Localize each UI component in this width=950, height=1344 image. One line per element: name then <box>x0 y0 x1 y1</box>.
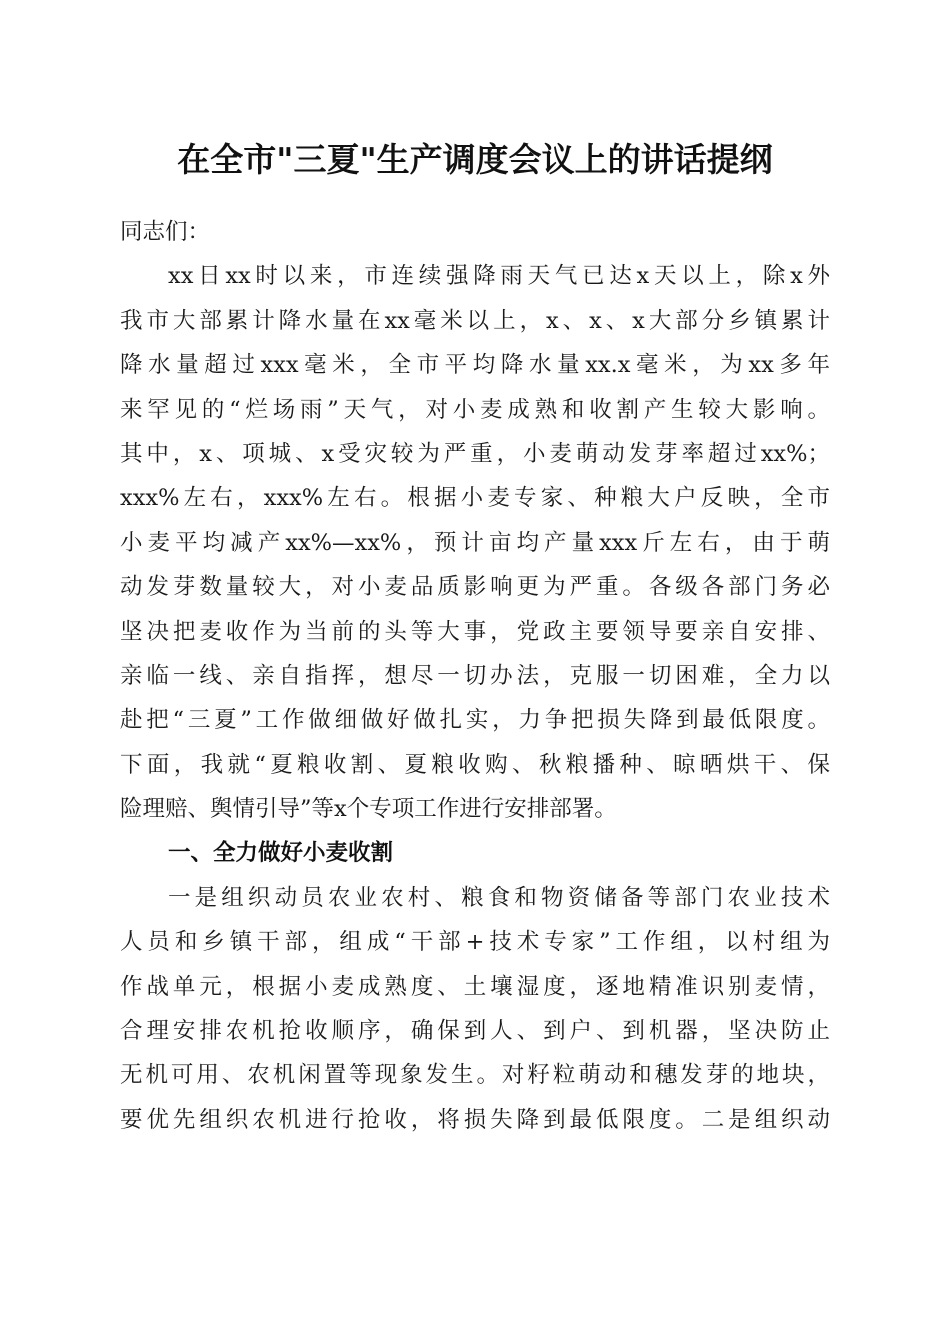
text-line: 下面，我就“夏粮收割、夏粮收购、秋粮播种、晾晒烘干、保 <box>120 751 830 778</box>
text-line: 降水量超过xxx毫米，全市平均降水量xx.x毫米，为xx多年 <box>120 352 830 379</box>
text-line: 动发芽数量较大，对小麦品质影响更为严重。各级各部门务必 <box>120 574 830 601</box>
text-line: 要优先组织农机进行抢收，将损失降到最低限度。二是组织动 <box>120 1106 830 1133</box>
text-line: 同志们： <box>120 219 211 245</box>
text-line: 来罕见的“烂场雨”天气，对小麦成熟和收割产生较大影响。 <box>120 396 830 423</box>
text-line: 其中，x、项城、x受灾较为严重，小麦萌动发芽率超过xx%； <box>120 440 830 467</box>
text-line: 险理赔、舆情引导”等x个专项工作进行安排部署。 <box>120 796 617 823</box>
text-line: 合理安排农机抢收顺序，确保到人、到户、到机器，坚决防止 <box>120 1018 830 1045</box>
text-line: 坚决把麦收作为当前的头等大事，党政主要领导要亲自安排、 <box>120 618 830 645</box>
section-heading: 一、全力做好小麦收割 <box>168 840 394 867</box>
text-line: 人员和乡镇干部，组成“干部+技术专家”工作组，以村组为 <box>120 929 830 956</box>
text-line: xxx%左右，xxx%左右。根据小麦专家、种粮大户反映，全市 <box>120 485 830 512</box>
text-line: xx日xx时以来，市连续强降雨天气已达x天以上，除x外 <box>168 263 830 290</box>
document-body <box>120 210 830 1142</box>
document-title: 在全市"三夏"生产调度会议上的讲话提纲 <box>177 140 773 179</box>
text-line: 小麦平均减产xx%—xx%，预计亩均产量xxx斤左右，由于萌 <box>120 529 830 556</box>
text-line: 一是组织动员农业农村、粮食和物资储备等部门农业技术 <box>168 884 830 911</box>
text-line: 亲临一线、亲自指挥，想尽一切办法，克服一切困难，全力以 <box>120 662 830 689</box>
text-line: 作战单元，根据小麦成熟度、土壤湿度，逐地精准识别麦情， <box>120 973 830 1000</box>
text-line: 无机可用、农机闲置等现象发生。对籽粒萌动和穗发芽的地块， <box>120 1062 830 1089</box>
text-line: 我市大部累计降水量在xx毫米以上，x、x、x大部分乡镇累计 <box>120 307 830 334</box>
text-line: 赴把“三夏”工作做细做好做扎实，力争把损失降到最低限度。 <box>120 707 830 734</box>
